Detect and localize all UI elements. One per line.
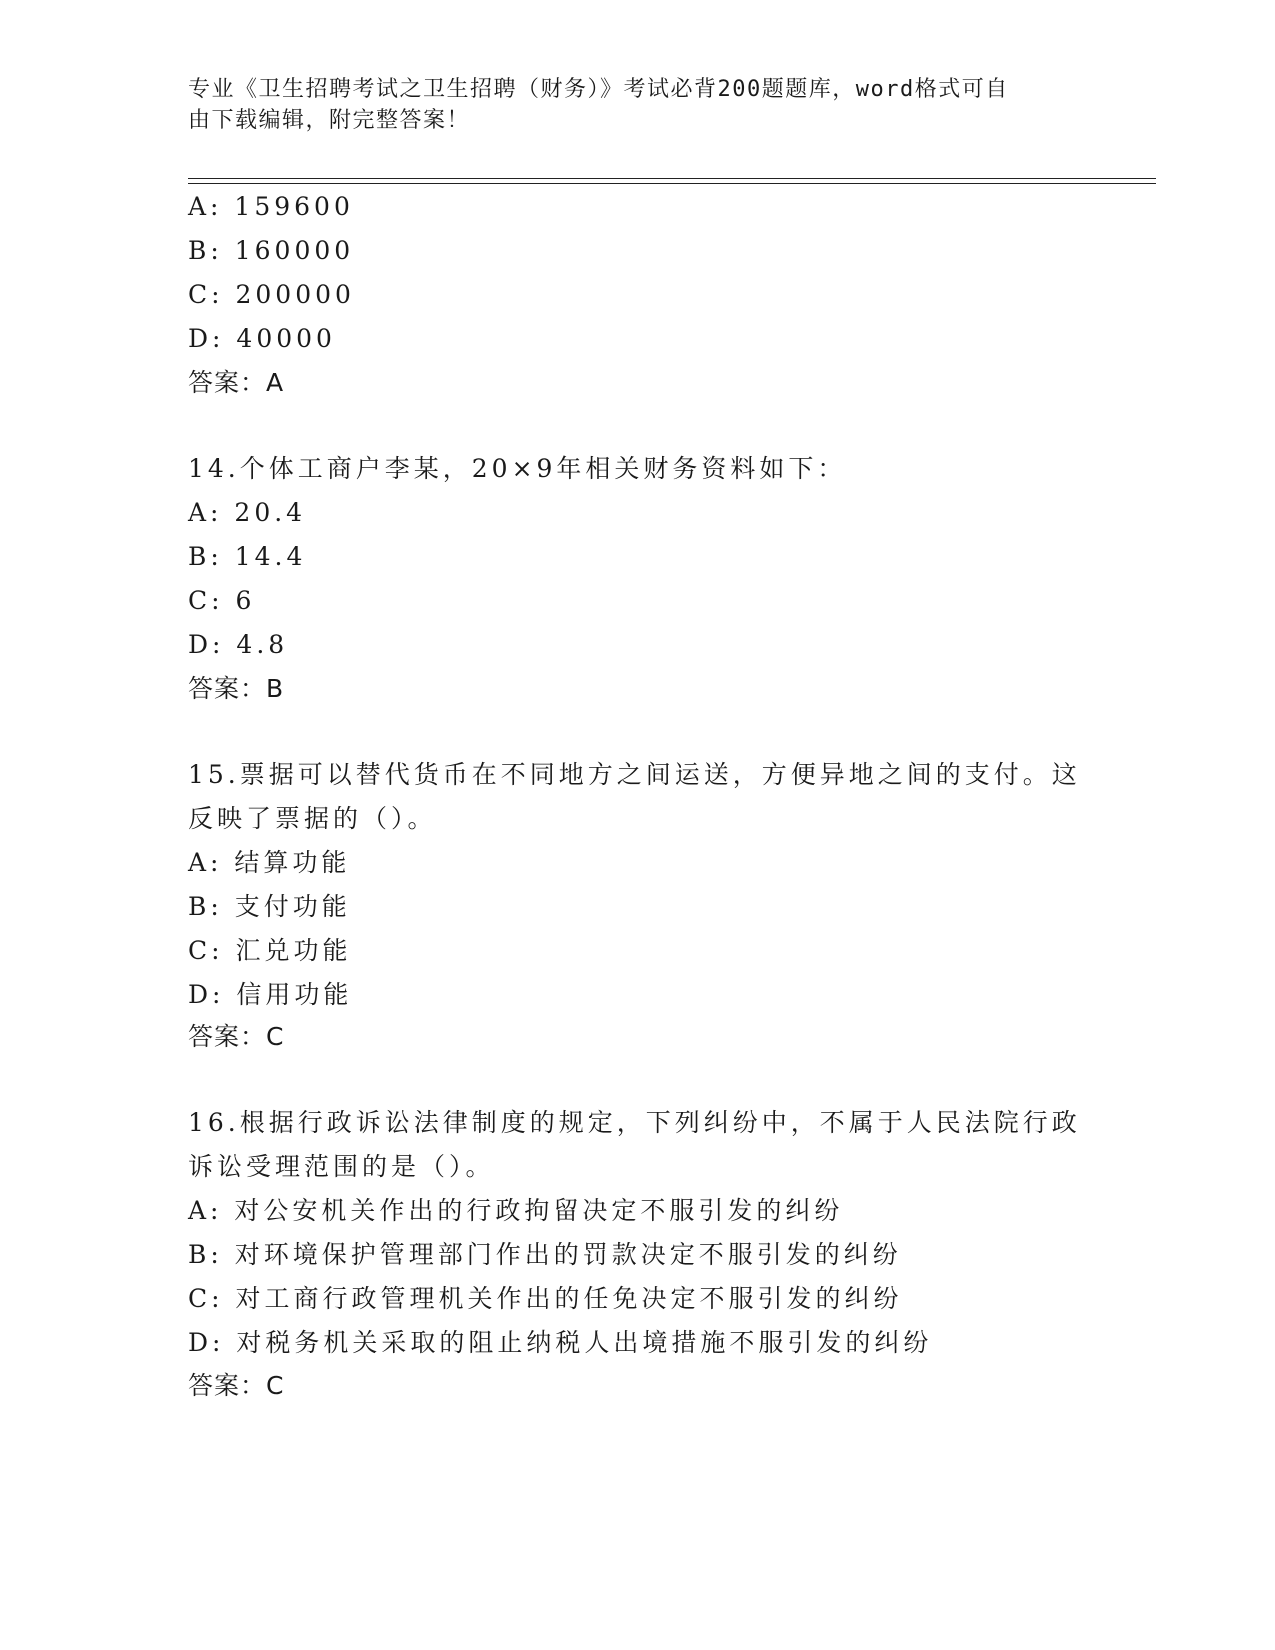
q13-option-a: A: 159600: [188, 192, 354, 221]
q16-option-a: A: 对公安机关作出的行政拘留决定不服引发的纠纷: [188, 1196, 844, 1225]
header-line-1: 专业《卫生招聘考试之卫生招聘（财务）》考试必背200题题库，word格式可自: [188, 77, 1009, 102]
q15-option-c: C: 汇兑功能: [188, 936, 352, 965]
q15-question-line-1: 15.票据可以替代货币在不同地方之间运送，方便异地之间的支付。这: [188, 760, 1081, 789]
header-line-2: 由下载编辑，附完整答案！: [188, 108, 471, 133]
q15-option-b: B: 支付功能: [188, 892, 351, 921]
q14-option-a: A: 20.4: [188, 498, 307, 527]
document-header: [188, 74, 1068, 136]
q14-option-c: C: 6: [188, 586, 256, 615]
q13-option-b: B: 160000: [188, 236, 355, 265]
q16-option-d: D: 对税务机关采取的阻止纳税人出境措施不服引发的纠纷: [188, 1328, 933, 1357]
q15-option-a: A: 结算功能: [188, 848, 351, 877]
header-divider-top: [188, 178, 1156, 179]
q14-option-b: B: 14.4: [188, 542, 307, 571]
q16-option-c: C: 对工商行政管理机关作出的任免决定不服引发的纠纷: [188, 1284, 903, 1313]
q16-question-line-2: 诉讼受理范围的是（）。: [188, 1152, 495, 1181]
q14-answer: 答案：B: [188, 674, 285, 703]
q14-question: 14.个体工商户李某，20×9年相关财务资料如下：: [188, 454, 847, 483]
q15-option-d: D: 信用功能: [188, 980, 353, 1009]
q16-option-b: B: 对环境保护管理部门作出的罚款决定不服引发的纠纷: [188, 1240, 902, 1269]
q15-answer: 答案：C: [188, 1022, 285, 1051]
q13-option-c: C: 200000: [188, 280, 355, 309]
q16-question-line-1: 16.根据行政诉讼法律制度的规定，下列纠纷中，不属于人民法院行政: [188, 1108, 1081, 1137]
q13-answer: 答案：A: [188, 368, 285, 397]
q16-answer: 答案：C: [188, 1371, 285, 1400]
header-divider-bottom: [188, 183, 1156, 184]
q15-question-line-2: 反映了票据的（）。: [188, 804, 437, 833]
q14-option-d: D: 4.8: [188, 630, 289, 659]
q13-option-d: D: 40000: [188, 324, 336, 353]
